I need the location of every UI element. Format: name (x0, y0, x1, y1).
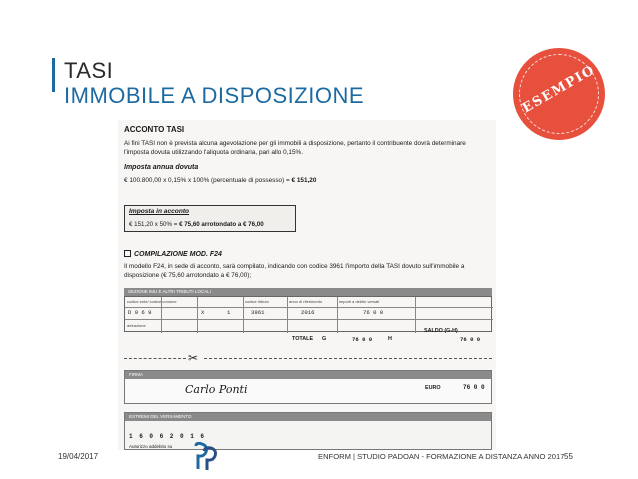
footer-text: ENFORM | STUDIO PADOAN - FORMAZIONE A DISTANZA ANNO 2017 (318, 452, 565, 461)
grid-divider (243, 297, 244, 333)
cut-line (124, 358, 186, 359)
signature: Carlo Ponti (185, 383, 248, 396)
acconto-result: € 75,60 arrotondato a € 76,00 (179, 221, 264, 228)
grid-row-divider (125, 307, 493, 308)
versamento-band: ESTREMI DEL VERSAMENTO (125, 413, 491, 421)
slide-subtitle: IMMOBILE A DISPOSIZIONE (64, 83, 365, 108)
label-codice-tributo: codice tributo (245, 299, 269, 304)
cell-acc: X (201, 309, 205, 316)
acconto-prefix: € 151,20 x 50% = (129, 221, 180, 228)
acconto-line (129, 221, 264, 228)
totale-h: H (388, 336, 392, 342)
label-importo: importi a debito versati (339, 299, 380, 304)
cell-num-immobili: 1 (227, 309, 231, 316)
acconto-box (124, 205, 296, 232)
label-codice-ente: codice ente/ codice comune (127, 299, 177, 304)
firma-band: FIRMA (125, 371, 491, 379)
calc-line-prefix: € 100.800,00 x 0,15% x 100% (percentuale di possesso) = (124, 177, 292, 184)
doc-heading: ACCONTO TASI (124, 125, 185, 134)
doc-paragraph-f24: Il modello F24, in sede di acconto, sarà compilato, indicando con codice 3961 l'importo della TASI dovuto sull'immobile a disposizione (€ 75,60 arrotondato a € 76,00); (124, 263, 465, 279)
studio-logo-icon (192, 442, 220, 472)
versamento-section (124, 412, 492, 450)
scissors-icon: ✂ (188, 351, 199, 365)
section-f24-label: COMPILAZIONE MOD. F24 (134, 251, 222, 258)
euro-value: 76 0 0 (463, 384, 485, 391)
cut-line (204, 358, 492, 359)
grid-row-divider (125, 319, 493, 320)
cell-anno: 2016 (301, 309, 315, 316)
autorizzo-label: Autorizzo addebito su (129, 444, 173, 449)
title-accent-bar (52, 58, 55, 92)
slide-title: TASI (64, 58, 114, 83)
euro-label: EURO (425, 385, 441, 391)
cell-codice-tributo: 3961 (251, 309, 265, 316)
versamento-date: 1 6 0 6 2 0 1 6 (129, 433, 206, 440)
checkbox-square-icon (124, 250, 131, 257)
footer-date: 19/04/2017 (58, 452, 99, 461)
doc-calc-line (124, 177, 316, 184)
section-f24-title (124, 250, 222, 258)
f24-form (124, 288, 492, 450)
totale-label: TOTALE (292, 336, 314, 342)
totale-value: 76 0 0 (352, 336, 373, 343)
firma-section (124, 370, 492, 404)
cell-codice-ente: D 9 6 9 (128, 309, 152, 316)
scanned-document (118, 120, 496, 450)
cell-importo: 76 0 0 (363, 309, 384, 316)
page-number: 55 (564, 452, 573, 461)
label-anno: anno di riferimento (289, 299, 323, 304)
f24-band-top: SEZIONE IMU E ALTRI TRIBUTI LOCALI (124, 288, 492, 296)
grid-divider (197, 297, 198, 333)
f24-grid (124, 296, 492, 332)
stamp-label: ESEMPIO (520, 62, 598, 117)
calc-line-result: € 151,20 (291, 177, 317, 184)
label-detrazione: detrazione (127, 323, 146, 328)
saldo-label: SALDO (G-H) (424, 328, 458, 334)
saldo-value: 76 0 0 (460, 336, 481, 343)
doc-paragraph: Ai fini TASI non è prevista alcuna agevolazione per gli immobili a disposizione, pertanto il contribuente dovrà determinare l'imposta dovuta utilizzando l'aliquota ordinaria, pari allo 0,15%. (124, 140, 466, 156)
acconto-title: Imposta in acconto (129, 208, 190, 215)
example-stamp (513, 48, 605, 140)
grid-divider (287, 297, 288, 333)
grid-divider (415, 297, 416, 333)
totale-g: G (322, 336, 327, 342)
grid-divider (337, 297, 338, 333)
doc-subheading: Imposta annua dovuta (124, 164, 199, 171)
